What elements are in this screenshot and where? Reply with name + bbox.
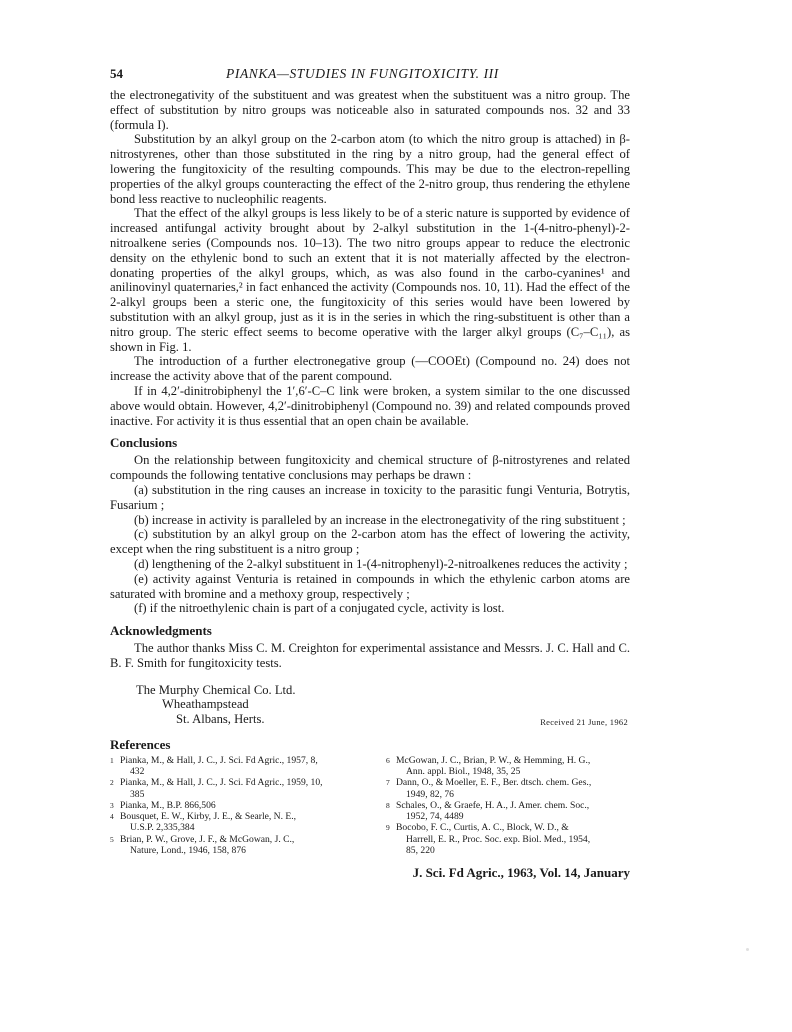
reference-text-cont: 85, 220 — [406, 844, 435, 856]
references-column-left — [110, 755, 354, 856]
reference-text: Schales, O., & Graefe, H. A., J. Amer. chem. Soc., — [396, 799, 590, 811]
acknowledgments-heading: Acknowledgments — [110, 623, 212, 639]
reference-number: 2 — [110, 778, 114, 788]
conclusion-e: (e) activity against Venturia is retained in compounds in which the ethylenic carbon atoms are saturated with bromine and a methoxy group, respectively ; — [110, 571, 630, 601]
references-heading: References — [110, 737, 171, 753]
reference-text-cont: 1949, 82, 76 — [406, 788, 454, 800]
reference-text: Pianka, M., & Hall, J. C., J. Sci. Fd Agric., 1957, 8, — [120, 755, 318, 767]
page-number: 54 — [110, 66, 123, 81]
reference-text: McGowan, J. C., Brian, P. W., & Hemming, H. G., — [396, 755, 591, 767]
reference-text-cont: U.S.P. 2,335,384 — [130, 822, 195, 834]
reference-item — [110, 811, 354, 833]
reference-number: 1 — [110, 756, 114, 766]
reference-number: 4 — [110, 812, 114, 822]
conclusion-b: (b) increase in activity is paralleled by an increase in the electronegativity of the ring substituent ; — [134, 512, 626, 527]
conclusion-a: (a) substitution in the ring causes an increase in toxicity to the parasitic fungi Venturia, Botrytis, Fusarium ; — [110, 482, 630, 512]
reference-text: Dann, O., & Moeller, E. F., Ber. dtsch. chem. Ges., — [396, 777, 592, 789]
journal-page — [110, 66, 630, 881]
body-paragraph-2: Substitution by an alkyl group on the 2-carbon atom (to which the nitro group is attached) in β-nitrostyrenes, other than those substituted in the ring by a nitro group, had the general effect of lowering the fungitoxicity of the resulting compounds. This may be due to the electron-repelling properties of the alkyl groups counteracting the effect of the 2-nitro group, thus rendering the ethylene bond less reactive to nucleophilic reagents. — [110, 132, 630, 206]
body-paragraph-1: the electronegativity of the substituent and was greatest when the substituent was a nitro group. The effect of substitution by nitro groups was noticeable also in saturated compounds nos. 32 and 33 (formula I). — [110, 88, 630, 132]
scan-speck — [746, 948, 749, 951]
address-line-2: Wheathampstead — [162, 697, 249, 712]
reference-number: 3 — [110, 800, 114, 810]
reference-item — [386, 755, 630, 777]
reference-number: 6 — [386, 756, 390, 766]
address-line-3: St. Albans, Herts. — [176, 712, 265, 727]
reference-item — [386, 777, 630, 799]
body-paragraph-4: The introduction of a further electronegative group (—COOEt) (Compound no. 24) does not increase the activity above that of the parent compound. — [110, 354, 630, 384]
conclusion-c: (c) substitution by an alkyl group on the 2-carbon atom has the effect of lowering the activity, except when the ring substituent is a nitro group ; — [110, 527, 630, 557]
reference-text-cont: 385 — [130, 788, 145, 800]
reference-text-cont: Nature, Lond., 1946, 158, 876 — [130, 844, 246, 856]
reference-text: Bousquet, E. W., Kirby, J. E., & Searle, N. E., — [120, 811, 297, 823]
body-paragraph-5: If in 4,2′-dinitrobiphenyl the 1′,6′-C–C link were broken, a system similar to the one discussed above would obtain. However, 4,2′-dinitrobiphenyl (Compound no. 39) and related compounds proved inactive. For activity it is thus essential that an open chain be available. — [110, 383, 630, 428]
reference-text: Pianka, M., & Hall, J. C., J. Sci. Fd Agric., 1959, 10, — [120, 777, 323, 789]
address-line-1: The Murphy Chemical Co. Ltd. — [136, 682, 296, 697]
reference-text: Bocobo, F. C., Curtis, A. C., Block, W. D., & — [396, 822, 569, 834]
reference-item — [110, 755, 354, 777]
conclusion-f: (f) if the nitroethylenic chain is part of a conjugated cycle, activity is lost. — [134, 601, 505, 616]
reference-text-cont: Harrell, E. R., Proc. Soc. exp. Biol. Med., 1954, — [406, 833, 591, 845]
reference-number: 7 — [386, 778, 390, 788]
reference-item — [110, 800, 354, 811]
reference-item — [110, 777, 354, 799]
running-title: PIANKA—STUDIES IN FUNGITOXICITY. III — [226, 66, 499, 81]
acknowledgments-text: The author thanks Miss C. M. Creighton for experimental assistance and Messrs. J. C. Hall and C. B. F. Smith for fungitoxicity tests. — [110, 641, 630, 670]
conclusions-intro: On the relationship between fungitoxicity and chemical structure of β-nitrostyrenes and related compounds the following tentative conclusions may perhaps be drawn : — [110, 453, 630, 483]
body-paragraph-3: That the effect of the alkyl groups is less likely to be of a steric nature is supported by evidence of increased antifungal activity brought about by 2-alkyl substitution in the 1-(4-nitro-phenyl)-2-nitroalkene series (Compounds nos. 10–13). The two nitro groups appear to reduce the electronic density on the ethylenic bond to such an extent that it is not materially affected by the electron-donating properties of the alkyl groups, which, as was also found in the carbo-cyanines¹ and anilinovinyl quaternaries,² in fact enhanced the activity (Compounds nos. 10, 11). Had the effect of the 2-alkyl groups been a steric one, the fungitoxicity of this series would have been lowered by substitution with an alkyl group, just as it is in the series in which the ring-substituent is other than a nitro group. The steric effect seems to become operative with the larger alkyl groups (C₇–C₁₁), as shown in Fig. 1. — [110, 206, 630, 354]
reference-item — [386, 822, 630, 856]
reference-text-cont: 1952, 74, 4489 — [406, 811, 464, 823]
reference-number: 8 — [386, 800, 390, 810]
reference-number: 5 — [110, 834, 114, 844]
conclusion-d: (d) lengthening of the 2-alkyl substituent in 1-(4-nitrophenyl)-2-nitroalkenes reduces the activity ; — [134, 556, 628, 571]
reference-number: 9 — [386, 823, 390, 833]
conclusions-heading: Conclusions — [110, 435, 178, 451]
reference-item — [386, 800, 630, 822]
reference-item — [110, 834, 354, 856]
reference-text: Brian, P. W., Grove, J. F., & McGowan, J. C., — [120, 833, 295, 845]
references-column-right — [386, 755, 630, 856]
page-header — [110, 66, 630, 88]
received-date: Received 21 June, 1962 — [540, 717, 628, 728]
reference-text-cont: 432 — [130, 766, 145, 778]
reference-text-cont: Ann. appl. Biol., 1948, 35, 25 — [406, 766, 521, 778]
reference-text: Pianka, M., B.P. 866,506 — [120, 799, 216, 811]
journal-citation-footer: J. Sci. Fd Agric., 1963, Vol. 14, January — [412, 864, 630, 880]
references-list — [110, 755, 630, 856]
